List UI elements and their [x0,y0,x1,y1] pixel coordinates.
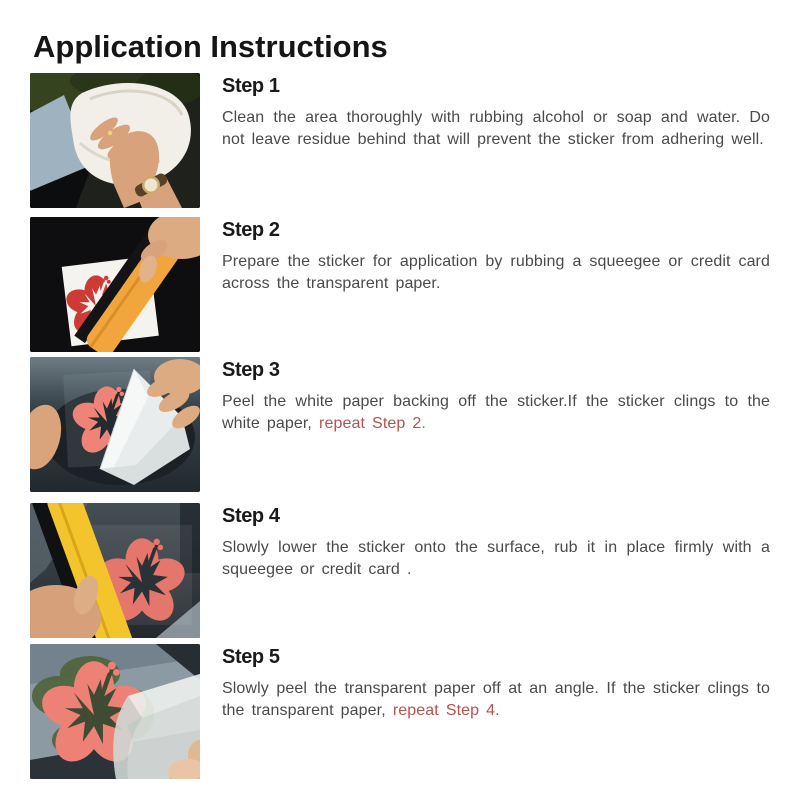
step5-text [222,678,770,721]
step4-photo [30,503,200,638]
peel-transfer-paper-illustration [30,644,200,779]
squeegee-backing-illustration [30,217,200,352]
page-title: Application Instructions [33,28,388,64]
step3-content [222,359,770,434]
step3-text-highlight: repeat Step 2. [319,414,426,432]
step5-heading: Step 5 [222,646,280,668]
step2-content [222,219,770,294]
step1-text-main: Clean the area thoroughly with rubbing alcohol or soap and water. Do not leave residue behind that will prevent the sticker from adhering well. [222,109,770,148]
step3-heading: Step 3 [222,359,280,381]
step4-text-main: Slowly lower the sticker onto the surface, rub it in place firmly with a squeegee or credit card . [222,539,770,578]
step2-text-main: Prepare the sticker for application by rubbing a squeegee or credit card across the transparent paper. [222,253,770,292]
step1-photo [30,73,200,208]
step-row-5 [30,644,770,721]
step3-text [222,391,770,434]
apply-sticker-illustration [30,503,200,638]
step-row-4 [30,503,770,580]
step3-photo [30,357,200,492]
step-row-1 [30,73,770,150]
step5-photo [30,644,200,779]
step4-content [222,505,770,580]
step2-heading: Step 2 [222,219,280,241]
step4-heading: Step 4 [222,505,280,527]
step3-text-main: Peel the white paper backing off the sticker.If the sticker clings to the white paper, [222,393,770,432]
step5-text-highlight: repeat Step 4. [392,701,500,719]
step1-text [222,107,770,150]
cloth-wipe-illustration [30,73,200,208]
step1-content [222,75,770,150]
step4-text [222,537,770,580]
step2-photo [30,217,200,352]
peel-backing-illustration [30,357,200,492]
step-row-3 [30,357,770,434]
step2-text [222,251,770,294]
step1-heading: Step 1 [222,75,280,97]
step5-content [222,646,770,721]
step-row-2 [30,217,770,294]
step5-text-main: Slowly peel the transparent paper off at an angle. If the sticker clings to the transparent paper, [222,680,770,719]
